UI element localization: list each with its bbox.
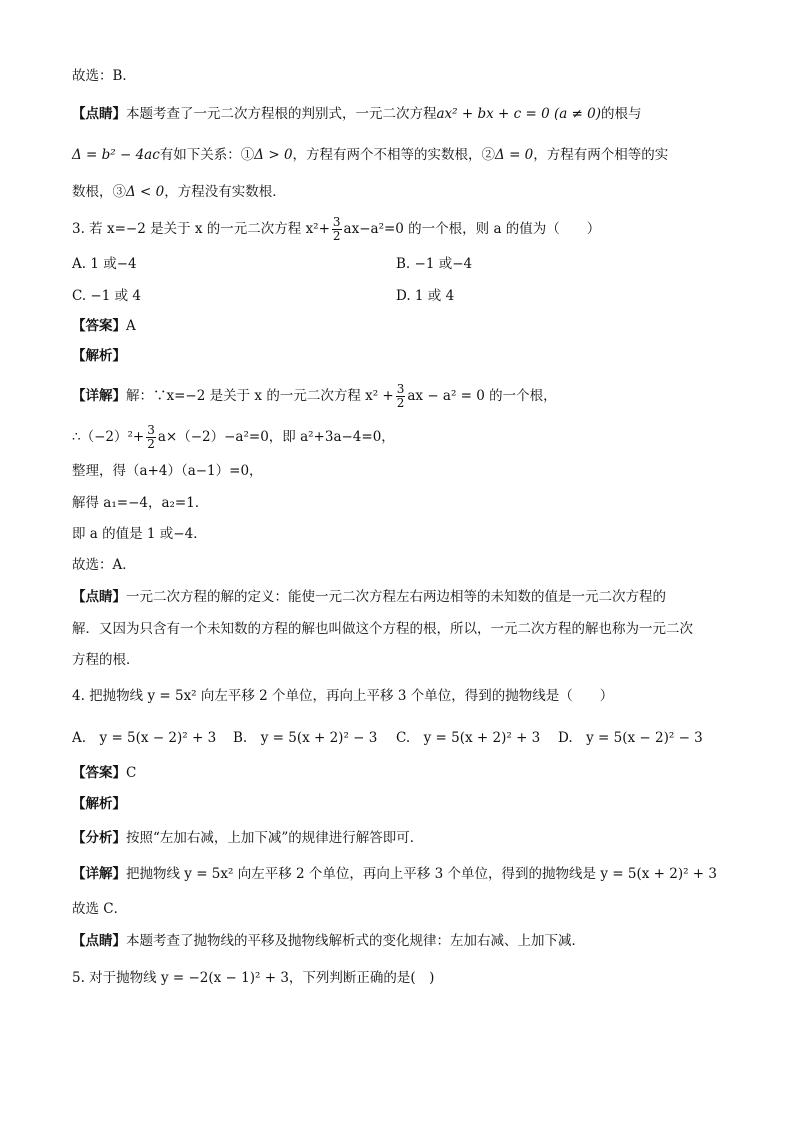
q3-detail-line1: 【详解】解：∵x=−2 是关于 x 的一元二次方程 x² + $\frac{3}{2}$ ax − a² = 0 的一个根， [72, 382, 557, 410]
q4-detail-line2: 故选 C． [72, 901, 128, 917]
q4-option-a: A. y = 5(x − 2)² + 3 [72, 730, 217, 746]
note-q2-line2: Δ = b² − 4ac有如下关系：①Δ > 0，方程有两个不相等的实数根，②Δ = 0，方程有两个相等的实 [72, 147, 669, 163]
q4-note: 【点睛】本题考查了抛物线的平移及抛物线解析式的变化规律：左加右减、上加下减． [72, 933, 585, 949]
q3-note-line3: 方程的根． [72, 652, 140, 668]
q4-analysis-heading: 【解析】 [72, 796, 126, 812]
q4-option-d: D. y = 5(x − 2)² − 3 [558, 730, 703, 746]
q3-detail-line3: 整理，得（a+4）（a−1）=0， [72, 463, 263, 479]
note-q2-line3: 数根，③Δ < 0，方程没有实数根． [72, 184, 286, 200]
q3-detail-line5: 即 a 的值是 1 或−4． [72, 526, 207, 542]
question-3: 3. 若 x=−2 是关于 x 的一元二次方程 x²+ $\frac{3}{2}$ ax−a²=0 的一个根，则 a 的值为（ ） [72, 215, 601, 243]
question-4: 4. 把抛物线 y = 5x² 向左平移 2 个单位，再向上平移 3 个单位，得到的抛物线是（ ） [72, 688, 614, 704]
note-tag: 【点睛】 [72, 106, 126, 122]
fraction: $\frac{3}{2}$ [332, 215, 341, 243]
q4-analysis: 【分析】按照“左加右减，上加下减”的规律进行解答即可． [72, 830, 424, 846]
q3-detail-line4: 解得 a₁=−4，a₂=1． [72, 495, 209, 511]
q3-answer: 【答案】A [72, 318, 136, 334]
note-q2-line1: 【点睛】本题考查了一元二次方程根的判别式，一元二次方程ax² + bx + c = 0 (a ≠ 0)的根与 [72, 106, 642, 122]
conclusion-q2: 故选：B． [72, 68, 136, 84]
q3-option-c: C. −1 或 4 [72, 288, 142, 304]
q3-detail-line2: ∴（−2）²+ $\frac{3}{2}$ a×（−2）−a²=0，即 a²+3a−4=0， [72, 423, 395, 451]
q4-detail-line1: 【详解】把抛物线 y = 5x² 向左平移 2 个单位，再向上平移 3 个单位，得到的抛物线是 y = 5(x + 2)² + 3 [72, 866, 717, 882]
q3-detail-line6: 故选：A． [72, 557, 136, 573]
q3-analysis-heading: 【解析】 [72, 348, 126, 364]
question-5: 5. 对于抛物线 y = −2(x − 1)² + 3，下列判断正确的是( ) [72, 970, 435, 986]
q3-note-line1: 【点睛】一元二次方程的解的定义：能使一元二次方程左右两边相等的未知数的值是一元二次方程的 [72, 589, 666, 605]
q3-note-line2: 解．又因为只含有一个未知数的方程的解也叫做这个方程的根，所以，一元二次方程的解也称为一元二次 [72, 621, 693, 637]
q3-option-d: D. 1 或 4 [396, 288, 455, 304]
q4-answer: 【答案】C [72, 765, 137, 781]
q3-option-b: B. −1 或−4 [396, 256, 473, 272]
q3-option-a: A. 1 或−4 [72, 256, 137, 272]
q4-option-b: B. y = 5(x + 2)² − 3 [233, 730, 378, 746]
q4-option-c: C. y = 5(x + 2)² + 3 [396, 730, 541, 746]
